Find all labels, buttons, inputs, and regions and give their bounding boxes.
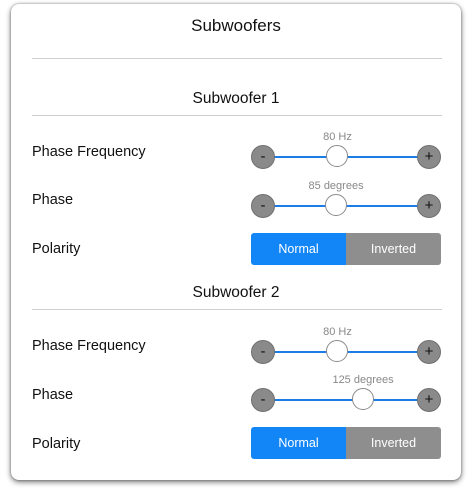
phase-label: Phase [32, 387, 74, 403]
slider-thumb[interactable] [352, 388, 374, 410]
divider [32, 309, 442, 310]
phase-frequency-value: 80 Hz [323, 326, 352, 338]
polarity-segmented-control[interactable] [251, 427, 441, 459]
panel-title: Subwoofers [191, 16, 281, 35]
subwoofers-panel [11, 4, 461, 480]
slider-track[interactable] [263, 399, 429, 401]
polarity-normal-option[interactable]: Normal [251, 233, 346, 265]
slider-thumb[interactable] [325, 194, 347, 216]
phase-value: 125 degrees [332, 374, 394, 386]
section-title-subwoofer-1: Subwoofer 1 [192, 90, 280, 107]
minus-icon[interactable]: - [251, 388, 275, 412]
slider-thumb[interactable] [326, 340, 348, 362]
phase-frequency-value: 80 Hz [323, 131, 352, 143]
plus-icon[interactable]: + [417, 388, 441, 412]
minus-icon[interactable]: - [251, 340, 275, 364]
phase-value: 85 degrees [308, 180, 364, 192]
divider [32, 58, 442, 59]
polarity-inverted-option[interactable]: Inverted [346, 233, 441, 265]
phase-slider[interactable] [251, 194, 441, 218]
section-title-subwoofer-2: Subwoofer 2 [192, 284, 280, 301]
polarity-normal-option[interactable]: Normal [251, 427, 346, 459]
polarity-label: Polarity [32, 436, 81, 452]
slider-thumb[interactable] [326, 145, 348, 167]
polarity-inverted-option[interactable]: Inverted [346, 427, 441, 459]
polarity-label: Polarity [32, 241, 81, 257]
phase-label: Phase [32, 192, 74, 208]
minus-icon[interactable]: - [251, 145, 275, 169]
phase-frequency-label: Phase Frequency [32, 144, 146, 160]
divider [32, 115, 442, 116]
phase-slider[interactable] [251, 388, 441, 412]
minus-icon[interactable]: - [251, 194, 275, 218]
polarity-segmented-control[interactable] [251, 233, 441, 265]
phase-frequency-slider[interactable] [251, 340, 441, 364]
phase-frequency-label: Phase Frequency [32, 338, 146, 354]
plus-icon[interactable]: + [417, 194, 441, 218]
plus-icon[interactable]: + [417, 145, 441, 169]
phase-frequency-slider[interactable] [251, 145, 441, 169]
plus-icon[interactable]: + [417, 340, 441, 364]
